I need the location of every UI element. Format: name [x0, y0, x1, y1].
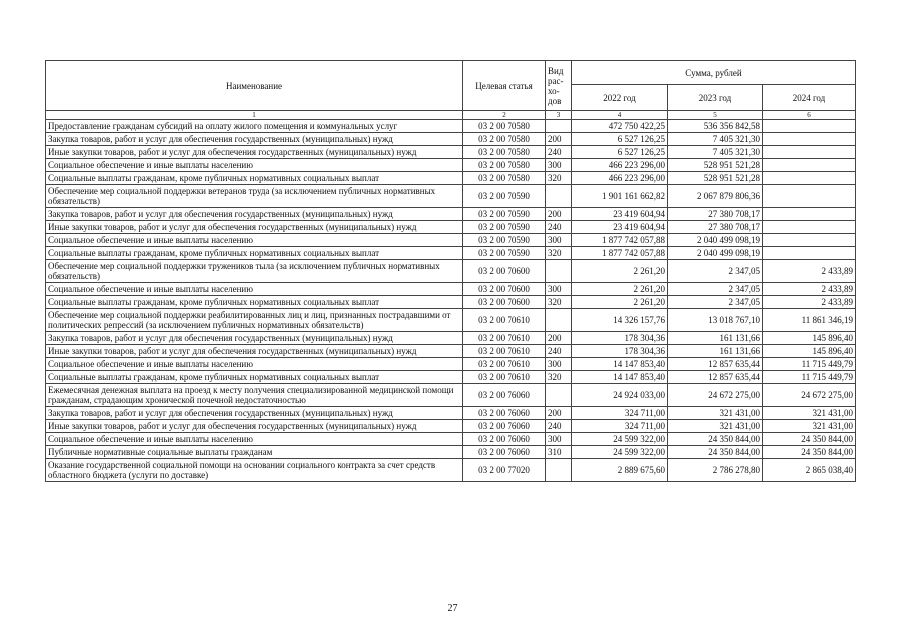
row-target-article: 03 2 00 70590: [463, 221, 546, 234]
table-row: [46, 384, 856, 407]
row-target-article: 03 2 00 76060: [463, 407, 546, 420]
row-sum-2022: 1 901 161 662,82: [572, 185, 668, 208]
row-sum-2023: 2 347,05: [668, 260, 763, 283]
row-name: Закупка товаров, работ и услуг для обеспечения государственных (муниципальных) нужд: [46, 208, 463, 221]
row-sum-2022: 14 326 157,76: [572, 309, 668, 332]
table-row: [46, 345, 856, 358]
row-name: Социальные выплаты гражданам, кроме публичных нормативных социальных выплат: [46, 296, 463, 309]
row-sum-2022: 24 599 322,00: [572, 433, 668, 446]
row-name: Социальное обеспечение и иные выплаты населению: [46, 234, 463, 247]
row-name: Обеспечение мер социальной поддержки тружеников тыла (за исключением публичных нормативных обязательств): [46, 260, 463, 283]
row-expense-type: 300: [546, 159, 572, 172]
row-sum-2024: 11 715 449,79: [763, 358, 856, 371]
table-row: [46, 133, 856, 146]
table-row: [46, 208, 856, 221]
row-sum-2024: 145 896,40: [763, 345, 856, 358]
row-name: Социальные выплаты гражданам, кроме публичных нормативных социальных выплат: [46, 371, 463, 384]
row-sum-2022: 14 147 853,40: [572, 371, 668, 384]
row-target-article: 03 2 00 70610: [463, 358, 546, 371]
page-number: 27: [447, 603, 458, 614]
row-expense-type: [546, 384, 572, 407]
row-sum-2024: 24 672 275,00: [763, 384, 856, 407]
row-target-article: 03 2 00 76060: [463, 433, 546, 446]
row-sum-2024: 11 861 346,19: [763, 309, 856, 332]
row-sum-2023: 27 380 708,17: [668, 221, 763, 234]
row-sum-2022: 466 223 296,00: [572, 159, 668, 172]
row-sum-2022: 6 527 126,25: [572, 133, 668, 146]
row-target-article: 03 2 00 70590: [463, 234, 546, 247]
row-sum-2022: 2 889 675,60: [572, 459, 668, 482]
row-sum-2024: 24 350 844,00: [763, 446, 856, 459]
row-sum-2022: 2 261,20: [572, 283, 668, 296]
column-number: 4: [572, 111, 668, 120]
row-sum-2024: [763, 247, 856, 260]
row-name: Обеспечение мер социальной поддержки реабилитированных лиц и лиц, признанных пострадавшими от политических репрессий (за исключением публичных нормативных обязательств): [46, 309, 463, 332]
table-row: [46, 371, 856, 384]
row-sum-2022: 23 419 604,94: [572, 221, 668, 234]
row-sum-2023: 12 857 635,44: [668, 358, 763, 371]
column-number: 1: [46, 111, 463, 120]
table-body: [46, 120, 856, 482]
row-sum-2024: 145 896,40: [763, 332, 856, 345]
row-sum-2023: 24 350 844,00: [668, 433, 763, 446]
row-target-article: 03 2 00 70600: [463, 283, 546, 296]
row-sum-2022: 14 147 853,40: [572, 358, 668, 371]
row-sum-2022: 2 261,20: [572, 260, 668, 283]
row-target-article: 03 2 00 70610: [463, 345, 546, 358]
row-name: Оказание государственной социальной помощи на основании социального контракта за счет средств областного бюджета (услуги по доставке): [46, 459, 463, 482]
table-row: [46, 433, 856, 446]
row-name: Обеспечение мер социальной поддержки ветеранов труда (за исключением публичных нормативных обязательств): [46, 185, 463, 208]
header-year-2023: 2023 год: [668, 85, 763, 111]
row-sum-2024: [763, 172, 856, 185]
row-sum-2022: 23 419 604,94: [572, 208, 668, 221]
row-sum-2023: 2 347,05: [668, 283, 763, 296]
row-sum-2022: 178 304,36: [572, 332, 668, 345]
row-expense-type: 300: [546, 234, 572, 247]
row-expense-type: [546, 185, 572, 208]
row-expense-type: 320: [546, 172, 572, 185]
row-expense-type: [546, 120, 572, 133]
row-target-article: 03 2 00 70600: [463, 260, 546, 283]
row-target-article: 03 2 00 70580: [463, 172, 546, 185]
row-target-article: 03 2 00 70610: [463, 332, 546, 345]
row-sum-2023: 13 018 767,10: [668, 309, 763, 332]
row-expense-type: 200: [546, 407, 572, 420]
row-sum-2023: 7 405 321,30: [668, 146, 763, 159]
row-name: Социальные выплаты гражданам, кроме публичных нормативных социальных выплат: [46, 247, 463, 260]
row-expense-type: 320: [546, 371, 572, 384]
row-expense-type: 200: [546, 208, 572, 221]
table-row: [46, 407, 856, 420]
row-name: Социальное обеспечение и иные выплаты населению: [46, 433, 463, 446]
row-sum-2024: 2 865 038,40: [763, 459, 856, 482]
row-sum-2022: 324 711,00: [572, 420, 668, 433]
row-name: Ежемесячная денежная выплата на проезд к месту получения специализированной медицинской помощи гражданам, страдающим хронической почечной недостаточностью: [46, 384, 463, 407]
row-sum-2023: 24 350 844,00: [668, 446, 763, 459]
row-name: Социальное обеспечение и иные выплаты населению: [46, 358, 463, 371]
row-name: Закупка товаров, работ и услуг для обеспечения государственных (муниципальных) нужд: [46, 332, 463, 345]
row-target-article: 03 2 00 70580: [463, 120, 546, 133]
row-target-article: 03 2 00 70590: [463, 185, 546, 208]
header-name: Наименование: [46, 61, 463, 111]
row-sum-2022: 6 527 126,25: [572, 146, 668, 159]
header-year-2022: 2022 год: [572, 85, 668, 111]
header-target-article: Целевая статья: [463, 61, 546, 111]
row-target-article: 03 2 00 70590: [463, 208, 546, 221]
row-name: Иные закупки товаров, работ и услуг для обеспечения государственных (муниципальных) нужд: [46, 420, 463, 433]
row-target-article: 03 2 00 76060: [463, 446, 546, 459]
row-sum-2023: 528 951 521,28: [668, 172, 763, 185]
row-name: Иные закупки товаров, работ и услуг для обеспечения государственных (муниципальных) нужд: [46, 146, 463, 159]
column-number: 3: [546, 111, 572, 120]
row-target-article: 03 2 00 70580: [463, 133, 546, 146]
row-sum-2024: 2 433,89: [763, 283, 856, 296]
row-sum-2023: 2 040 499 098,19: [668, 234, 763, 247]
row-name: Социальное обеспечение и иные выплаты населению: [46, 283, 463, 296]
row-expense-type: 300: [546, 283, 572, 296]
row-expense-type: 320: [546, 296, 572, 309]
row-sum-2023: 536 356 842,58: [668, 120, 763, 133]
table-row: [46, 459, 856, 482]
row-sum-2023: 321 431,00: [668, 407, 763, 420]
column-number: 6: [763, 111, 856, 120]
table-row: [46, 247, 856, 260]
row-name: Социальное обеспечение и иные выплаты населению: [46, 159, 463, 172]
row-target-article: 03 2 00 70580: [463, 146, 546, 159]
row-sum-2024: [763, 133, 856, 146]
row-expense-type: [546, 459, 572, 482]
row-sum-2022: 472 750 422,25: [572, 120, 668, 133]
table-row: [46, 172, 856, 185]
table-row: [46, 446, 856, 459]
row-sum-2022: 1 877 742 057,88: [572, 234, 668, 247]
row-expense-type: 240: [546, 146, 572, 159]
row-expense-type: [546, 260, 572, 283]
row-expense-type: [546, 309, 572, 332]
row-name: Закупка товаров, работ и услуг для обеспечения государственных (муниципальных) нужд: [46, 407, 463, 420]
row-target-article: 03 2 00 70600: [463, 296, 546, 309]
row-sum-2023: 7 405 321,30: [668, 133, 763, 146]
row-sum-2022: 324 711,00: [572, 407, 668, 420]
row-sum-2024: [763, 221, 856, 234]
header-expense-type: Вид рас-хо-дов: [546, 61, 572, 111]
row-sum-2023: 2 067 879 806,36: [668, 185, 763, 208]
row-sum-2024: [763, 185, 856, 208]
row-name: Публичные нормативные социальные выплаты гражданам: [46, 446, 463, 459]
row-name: Предоставление гражданам субсидий на оплату жилого помещения и коммунальных услуг: [46, 120, 463, 133]
row-sum-2024: 321 431,00: [763, 420, 856, 433]
row-name: Иные закупки товаров, работ и услуг для обеспечения государственных (муниципальных) нужд: [46, 221, 463, 234]
table-row: [46, 283, 856, 296]
row-sum-2023: 27 380 708,17: [668, 208, 763, 221]
row-target-article: 03 2 00 76060: [463, 420, 546, 433]
row-sum-2023: 528 951 521,28: [668, 159, 763, 172]
row-sum-2022: 24 599 322,00: [572, 446, 668, 459]
row-sum-2024: 11 715 449,79: [763, 371, 856, 384]
row-sum-2023: 2 040 499 098,19: [668, 247, 763, 260]
row-target-article: 03 2 00 70580: [463, 159, 546, 172]
row-sum-2024: [763, 234, 856, 247]
row-expense-type: 200: [546, 133, 572, 146]
row-expense-type: 240: [546, 345, 572, 358]
row-sum-2022: 178 304,36: [572, 345, 668, 358]
row-sum-2023: 161 131,66: [668, 345, 763, 358]
row-sum-2024: [763, 208, 856, 221]
row-sum-2023: 321 431,00: [668, 420, 763, 433]
column-number: 2: [463, 111, 546, 120]
table-row: [46, 221, 856, 234]
row-sum-2024: 2 433,89: [763, 296, 856, 309]
budget-table: [45, 60, 856, 482]
row-expense-type: 300: [546, 358, 572, 371]
table-row: [46, 420, 856, 433]
row-expense-type: 240: [546, 420, 572, 433]
table-row: [46, 358, 856, 371]
row-expense-type: 300: [546, 433, 572, 446]
row-expense-type: 200: [546, 332, 572, 345]
row-target-article: 03 2 00 70590: [463, 247, 546, 260]
row-target-article: 03 2 00 77020: [463, 459, 546, 482]
row-sum-2024: 321 431,00: [763, 407, 856, 420]
table-row: [46, 159, 856, 172]
row-sum-2022: 2 261,20: [572, 296, 668, 309]
header-year-2024: 2024 год: [763, 85, 856, 111]
row-sum-2022: 1 877 742 057,88: [572, 247, 668, 260]
row-sum-2024: 2 433,89: [763, 260, 856, 283]
row-sum-2022: 466 223 296,00: [572, 172, 668, 185]
row-sum-2024: [763, 120, 856, 133]
row-sum-2023: 12 857 635,44: [668, 371, 763, 384]
row-sum-2023: 2 347,05: [668, 296, 763, 309]
table-row: [46, 185, 856, 208]
row-sum-2023: 161 131,66: [668, 332, 763, 345]
column-number: 5: [668, 111, 763, 120]
row-name: Социальные выплаты гражданам, кроме публичных нормативных социальных выплат: [46, 172, 463, 185]
row-sum-2024: 24 350 844,00: [763, 433, 856, 446]
row-expense-type: 310: [546, 446, 572, 459]
row-sum-2022: 24 924 033,00: [572, 384, 668, 407]
row-sum-2024: [763, 146, 856, 159]
row-name: Иные закупки товаров, работ и услуг для обеспечения государственных (муниципальных) нужд: [46, 345, 463, 358]
row-sum-2023: 2 786 278,80: [668, 459, 763, 482]
row-target-article: 03 2 00 70610: [463, 309, 546, 332]
row-expense-type: 320: [546, 247, 572, 260]
row-sum-2023: 24 672 275,00: [668, 384, 763, 407]
row-sum-2024: [763, 159, 856, 172]
row-name: Закупка товаров, работ и услуг для обеспечения государственных (муниципальных) нужд: [46, 133, 463, 146]
row-target-article: 03 2 00 70610: [463, 371, 546, 384]
table-row: [46, 146, 856, 159]
table-row: [46, 309, 856, 332]
table-row: [46, 332, 856, 345]
row-target-article: 03 2 00 76060: [463, 384, 546, 407]
table-row: [46, 120, 856, 133]
header-sum: Сумма, рублей: [572, 61, 856, 85]
row-expense-type: 240: [546, 221, 572, 234]
table-row: [46, 296, 856, 309]
table-row: [46, 260, 856, 283]
table-row: [46, 234, 856, 247]
